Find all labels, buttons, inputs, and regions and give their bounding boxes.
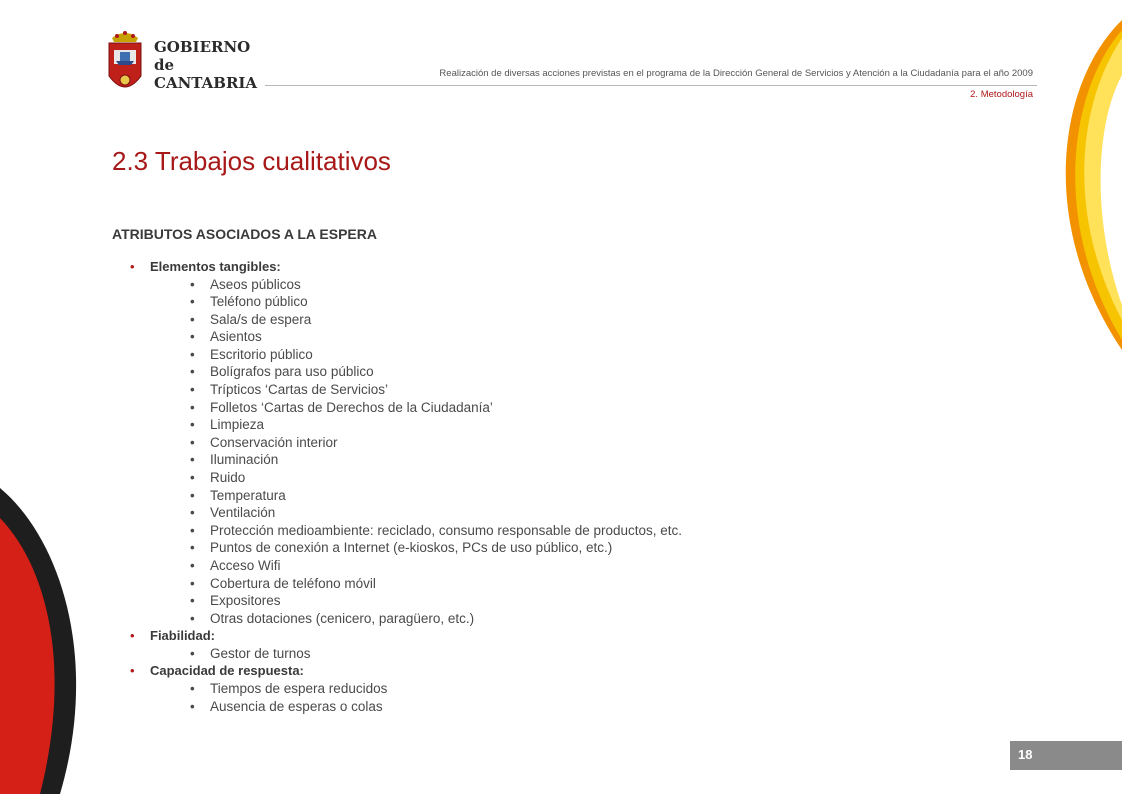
- list-item: [130, 363, 990, 381]
- list-item: [130, 346, 990, 364]
- list-item: [130, 592, 990, 610]
- header-title: Realización de diversas acciones previstas en el programa de la Dirección General de Servicios y Atención a la Ciudadanía para el año 2009: [439, 68, 1033, 79]
- bullet-icon: •: [190, 452, 195, 468]
- bullet-icon: •: [190, 540, 195, 556]
- section-heading: ATRIBUTOS ASOCIADOS A LA ESPERA: [112, 226, 377, 242]
- group-items: [130, 645, 990, 663]
- list-item-text: Asientos: [210, 329, 262, 345]
- bullet-icon: •: [190, 680, 195, 696]
- list-item: [130, 504, 990, 522]
- group-heading: [130, 662, 990, 680]
- list-item-text: Acceso Wifi: [210, 558, 281, 573]
- bullet-icon: •: [190, 593, 195, 609]
- bullet-icon: •: [190, 505, 195, 521]
- list-item: [130, 399, 990, 417]
- list-item: [130, 276, 990, 294]
- list-item-text: Aseos públicos: [210, 276, 301, 292]
- list-item-text: Conservación interior: [210, 434, 338, 450]
- bullet-icon: •: [190, 470, 195, 486]
- list-item: [130, 381, 990, 399]
- list-item-text: Escritorio público: [210, 346, 313, 362]
- list-item-text: Tiempos de espera reducidos: [210, 680, 388, 696]
- list-item-text: Limpieza: [210, 417, 265, 433]
- list-item: [130, 557, 990, 575]
- list-item-text: Ruido: [210, 470, 246, 486]
- list-item-text: Otras dotaciones (cenicero, paragüero, etc.): [210, 610, 475, 626]
- bullet-icon: •: [190, 276, 195, 292]
- bullet-icon: •: [190, 575, 195, 591]
- bullet-icon: •: [190, 311, 195, 327]
- group-label: Capacidad de respuesta:: [150, 663, 304, 679]
- header-divider: [265, 85, 1037, 86]
- bullet-icon: •: [190, 346, 195, 362]
- list-item: [130, 434, 990, 452]
- bullet-icon: •: [130, 628, 135, 644]
- page-number: 18: [1018, 747, 1033, 762]
- list-item: [130, 469, 990, 487]
- bullet-icon: •: [190, 434, 195, 450]
- group-items: [130, 276, 990, 628]
- list-item-text: Sala/s de espera: [210, 311, 312, 327]
- group-label: Fiabilidad:: [150, 628, 215, 644]
- bullet-icon: •: [130, 663, 135, 679]
- list-item-text: Bolígrafos para uso público: [210, 364, 374, 380]
- list-item: [130, 311, 990, 329]
- list-item: [130, 328, 990, 346]
- list-item: [130, 680, 990, 698]
- bullet-icon: •: [190, 399, 195, 415]
- page-number-box: [1010, 741, 1122, 770]
- logo-line-3: CANTABRIA: [154, 74, 258, 92]
- bullet-icon: •: [190, 610, 195, 626]
- decorative-yellow-arc: [1040, 20, 1122, 360]
- list-item: [130, 645, 990, 663]
- list-item-text: Temperatura: [210, 487, 286, 503]
- header-section: 2. Metodología: [970, 89, 1033, 100]
- group-label: Elementos tangibles:: [150, 259, 281, 274]
- bullet-icon: •: [190, 294, 195, 310]
- bullet-icon: •: [190, 417, 195, 433]
- bullet-icon: •: [190, 329, 195, 345]
- list-item: [130, 293, 990, 311]
- list-item: [130, 451, 990, 469]
- bullet-icon: •: [190, 522, 195, 538]
- list-item-text: Cobertura de teléfono móvil: [210, 575, 376, 591]
- list-item-text: Gestor de turnos: [210, 645, 311, 661]
- list-item: [130, 610, 990, 628]
- list-item: [130, 539, 990, 557]
- bullet-icon: •: [190, 645, 195, 661]
- list-item-text: Protección medioambiente: reciclado, consumo responsable de productos, etc.: [210, 522, 683, 538]
- bullet-icon: •: [190, 382, 195, 398]
- list-item: [130, 698, 990, 716]
- list-item-text: Ausencia de esperas o colas: [210, 698, 383, 714]
- logo-line-2: de: [154, 56, 175, 74]
- list-item-text: Expositores: [210, 593, 281, 609]
- bullet-icon: •: [190, 698, 195, 714]
- list-item-text: Iluminación: [210, 452, 279, 468]
- attribute-list: [130, 258, 990, 715]
- bullet-icon: •: [130, 259, 135, 274]
- list-item-text: Teléfono público: [210, 294, 308, 310]
- list-item: [130, 487, 990, 505]
- page-title: 2.3 Trabajos cualitativos: [112, 146, 391, 176]
- list-item-text: Ventilación: [210, 505, 276, 521]
- list-item: [130, 522, 990, 540]
- decorative-red-arc: [0, 488, 84, 794]
- logo-wordmark: [154, 38, 257, 92]
- list-item-text: Folletos ‘Cartas de Derechos de la Ciudadanía’: [210, 399, 493, 415]
- list-item-text: Trípticos ‘Cartas de Servicios’: [210, 382, 389, 398]
- list-item: [130, 575, 990, 593]
- bullet-icon: •: [190, 487, 195, 503]
- group-items: [130, 680, 990, 715]
- bullet-icon: •: [190, 558, 195, 573]
- group-heading: [130, 258, 990, 276]
- bullet-icon: •: [190, 364, 195, 380]
- logo-line-1: GOBIERNO: [154, 38, 251, 56]
- group-heading: [130, 627, 990, 645]
- list-item-text: Puntos de conexión a Internet (e-kioskos, PCs de uso público, etc.): [210, 540, 613, 556]
- list-item: [130, 416, 990, 434]
